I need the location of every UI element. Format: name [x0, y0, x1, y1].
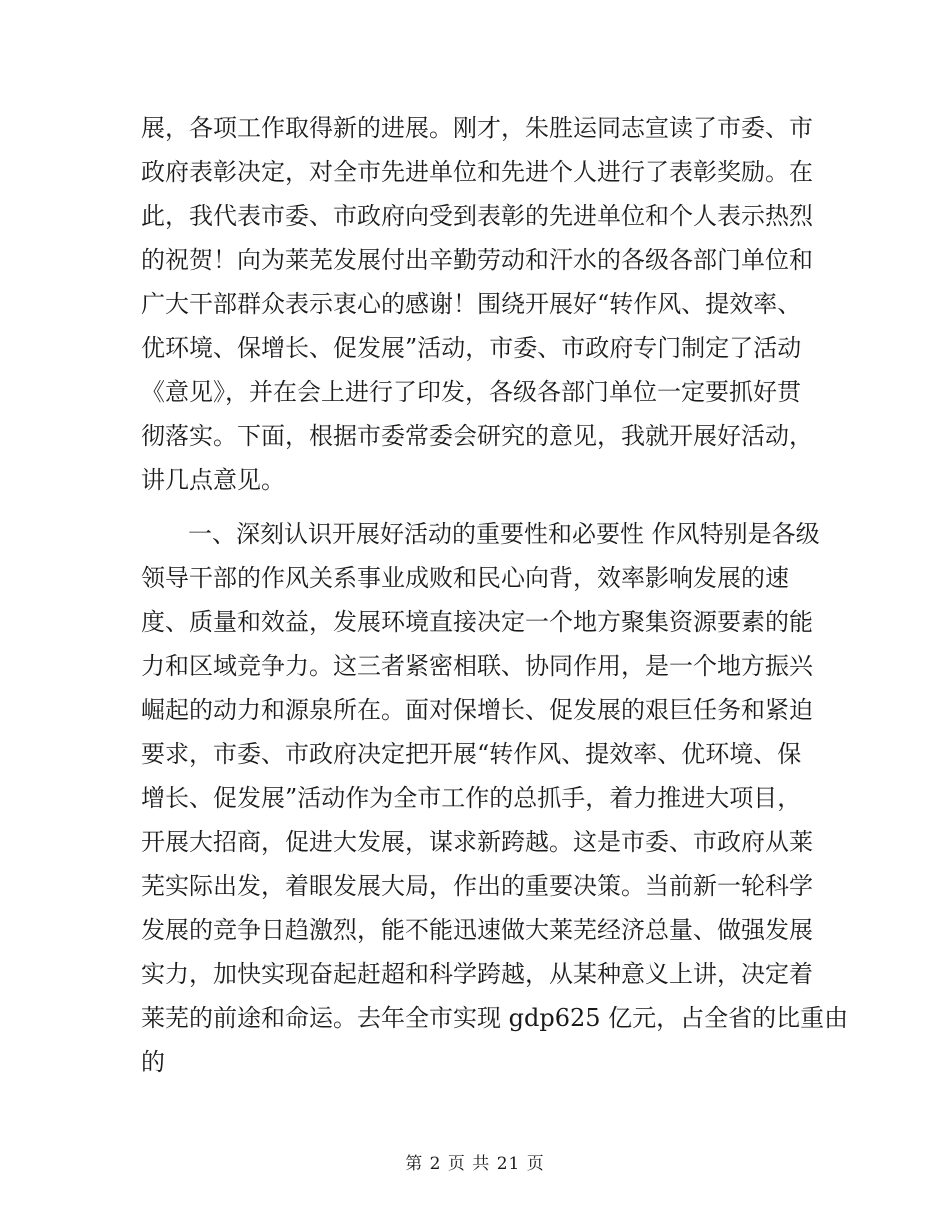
- text-line: 政府表彰决定，对全市先进单位和先进个人进行了表彰奖励。在: [141, 158, 813, 186]
- text-line: 彻落实。下面，根据市委常委会研究的意见，我就开展好活动，: [141, 422, 813, 450]
- text-line: 实力，加快实现奋起赶超和科学跨越，从某种意义上讲，决定着: [141, 960, 813, 988]
- text-line: 展，各项工作取得新的进展。刚才，朱胜运同志宣读了市委、市: [141, 114, 813, 142]
- page-number-footer: 第 2 页 共 21 页: [405, 1154, 545, 1174]
- text-line: 芜实际出发，着眼发展大局，作出的重要决策。当前新一轮科学: [141, 872, 813, 900]
- text-line: 发展的竞争日趋激烈，能不能迅速做大莱芜经济总量、做强发展: [141, 916, 813, 944]
- text-line: 莱芜的前途和命运。去年全市实现 gdp625 亿元，占全省的比重由: [141, 1004, 849, 1032]
- text-line: 力和区域竞争力。这三者紧密相联、协同作用，是一个地方振兴: [141, 652, 813, 680]
- text-line: 要求，市委、市政府决定把开展“转作风、提效率、优环境、保: [141, 740, 802, 768]
- text-line: 《意见》，并在会上进行了印发，各级各部门单位一定要抓好贯: [141, 378, 801, 406]
- text-line: 崛起的动力和源泉所在。面对保增长、促发展的艰巨任务和紧迫: [141, 696, 813, 724]
- text-line: 领导干部的作风关系事业成败和民心向背，效率影响发展的速: [141, 564, 789, 592]
- text-line: 优环境、保增长、促发展”活动，市委、市政府专门制定了活动: [141, 334, 802, 362]
- text-line: 讲几点意见。: [141, 466, 285, 494]
- text-line: 增长、促发展”活动作为全市工作的总抓手，着力推进大项目，: [141, 784, 802, 812]
- text-line: 广大干部群众表示衷心的感谢！围绕开展好“转作风、提效率、: [141, 290, 802, 318]
- text-line: 的祝贺！向为莱芜发展付出辛勤劳动和汗水的各级各部门单位和: [141, 246, 813, 274]
- text-line: 开展大招商，促进大发展，谋求新跨越。这是市委、市政府从莱: [141, 828, 813, 856]
- text-line: 的: [141, 1048, 165, 1076]
- text-line: 度、质量和效益，发展环境直接决定一个地方聚集资源要素的能: [141, 608, 813, 636]
- section-heading-line: 一、深刻认识开展好活动的重要性和必要性 作风特别是各级: [188, 520, 820, 548]
- text-line: 此，我代表市委、市政府向受到表彰的先进单位和个人表示热烈: [141, 202, 813, 230]
